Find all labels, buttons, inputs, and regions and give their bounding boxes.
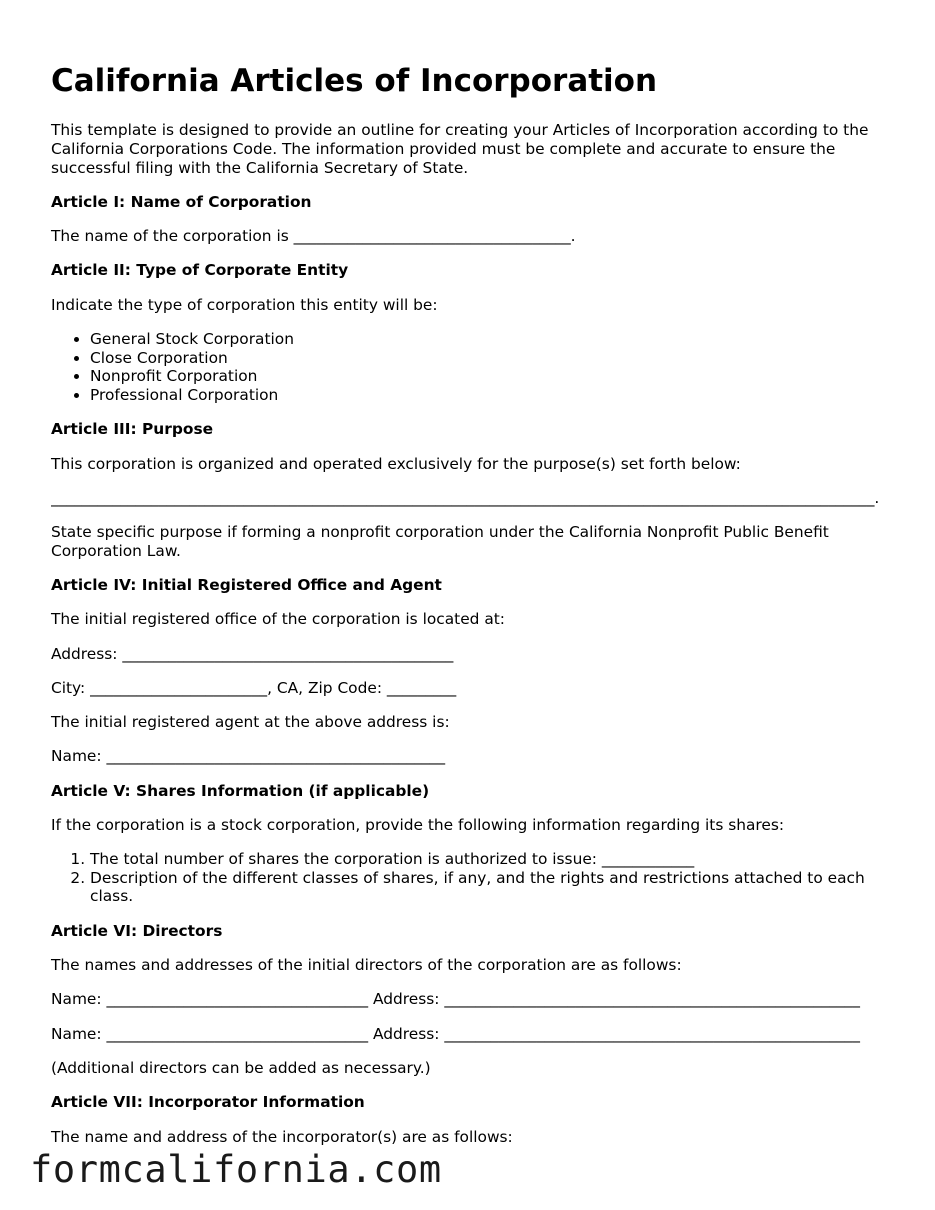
registered-office-prompt: The initial registered office of the corporation is located at: xyxy=(51,610,505,628)
shares-prompt: If the corporation is a stock corporation, provide the following information regarding its shares: xyxy=(51,816,785,834)
entity-type-prompt: Indicate the type of corporation this entity will be: xyxy=(51,296,438,314)
office-city-line: City: _______________________, CA, Zip Code: _________ xyxy=(51,679,457,697)
entity-type-list xyxy=(51,330,294,405)
directors-note: (Additional directors can be added as necessary.) xyxy=(51,1059,431,1077)
registered-agent-prompt: The initial registered agent at the above address is: xyxy=(51,713,450,731)
list-item: • General Stock Corporation xyxy=(90,330,294,349)
article-1-heading: Article I: Name of Corporation xyxy=(51,193,312,211)
article-6-heading: Article VI: Directors xyxy=(51,922,223,940)
director-row: Name: __________________________________ Address: ______________________________________________________ xyxy=(51,1025,860,1043)
article-3-heading: Article III: Purpose xyxy=(51,420,214,438)
purpose-prompt: This corporation is organized and operated exclusively for the purpose(s) set forth below: xyxy=(51,455,741,473)
list-item: 1. The total number of shares the corporation is authorized to issue: ____________ xyxy=(90,850,896,869)
corporation-name-line: The name of the corporation is ____________________________________. xyxy=(51,227,576,245)
purpose-blank-line: ___________________________________________________________________________________________________________. xyxy=(51,489,880,507)
incorporator-prompt: The name and address of the incorporator(s) are as follows: xyxy=(51,1128,513,1146)
purpose-note: State specific purpose if forming a nonprofit corporation under the California Nonprofit Public Benefit Corporation Law. xyxy=(51,523,829,560)
document-title: California Articles of Incorporation xyxy=(51,63,658,99)
article-2-heading: Article II: Type of Corporate Entity xyxy=(51,261,349,279)
list-item: • Close Corporation xyxy=(90,349,294,368)
agent-name-line: Name: ____________________________________________ xyxy=(51,747,446,765)
list-item: • Nonprofit Corporation xyxy=(90,367,294,386)
article-5-heading: Article V: Shares Information (if applicable) xyxy=(51,782,430,800)
shares-list xyxy=(51,850,896,906)
office-address-line: Address: ___________________________________________ xyxy=(51,645,454,663)
list-item: 2. Description of the different classes of shares, if any, and the rights and restrictions attached to each class. xyxy=(90,869,896,906)
article-7-heading: Article VII: Incorporator Information xyxy=(51,1093,365,1111)
directors-prompt: The names and addresses of the initial directors of the corporation are as follows: xyxy=(51,956,682,974)
article-4-heading: Article IV: Initial Registered Office and Agent xyxy=(51,576,442,594)
intro-paragraph: This template is designed to provide an outline for creating your Articles of Incorporation according to the California Corporations Code. The information provided must be complete and accurate to ensure the successful filing with the California Secretary of State. xyxy=(51,121,869,177)
list-item: • Professional Corporation xyxy=(90,386,294,405)
director-row: Name: __________________________________ Address: ______________________________________________________ xyxy=(51,990,860,1008)
site-watermark: formcalifornia.com xyxy=(30,1148,442,1191)
